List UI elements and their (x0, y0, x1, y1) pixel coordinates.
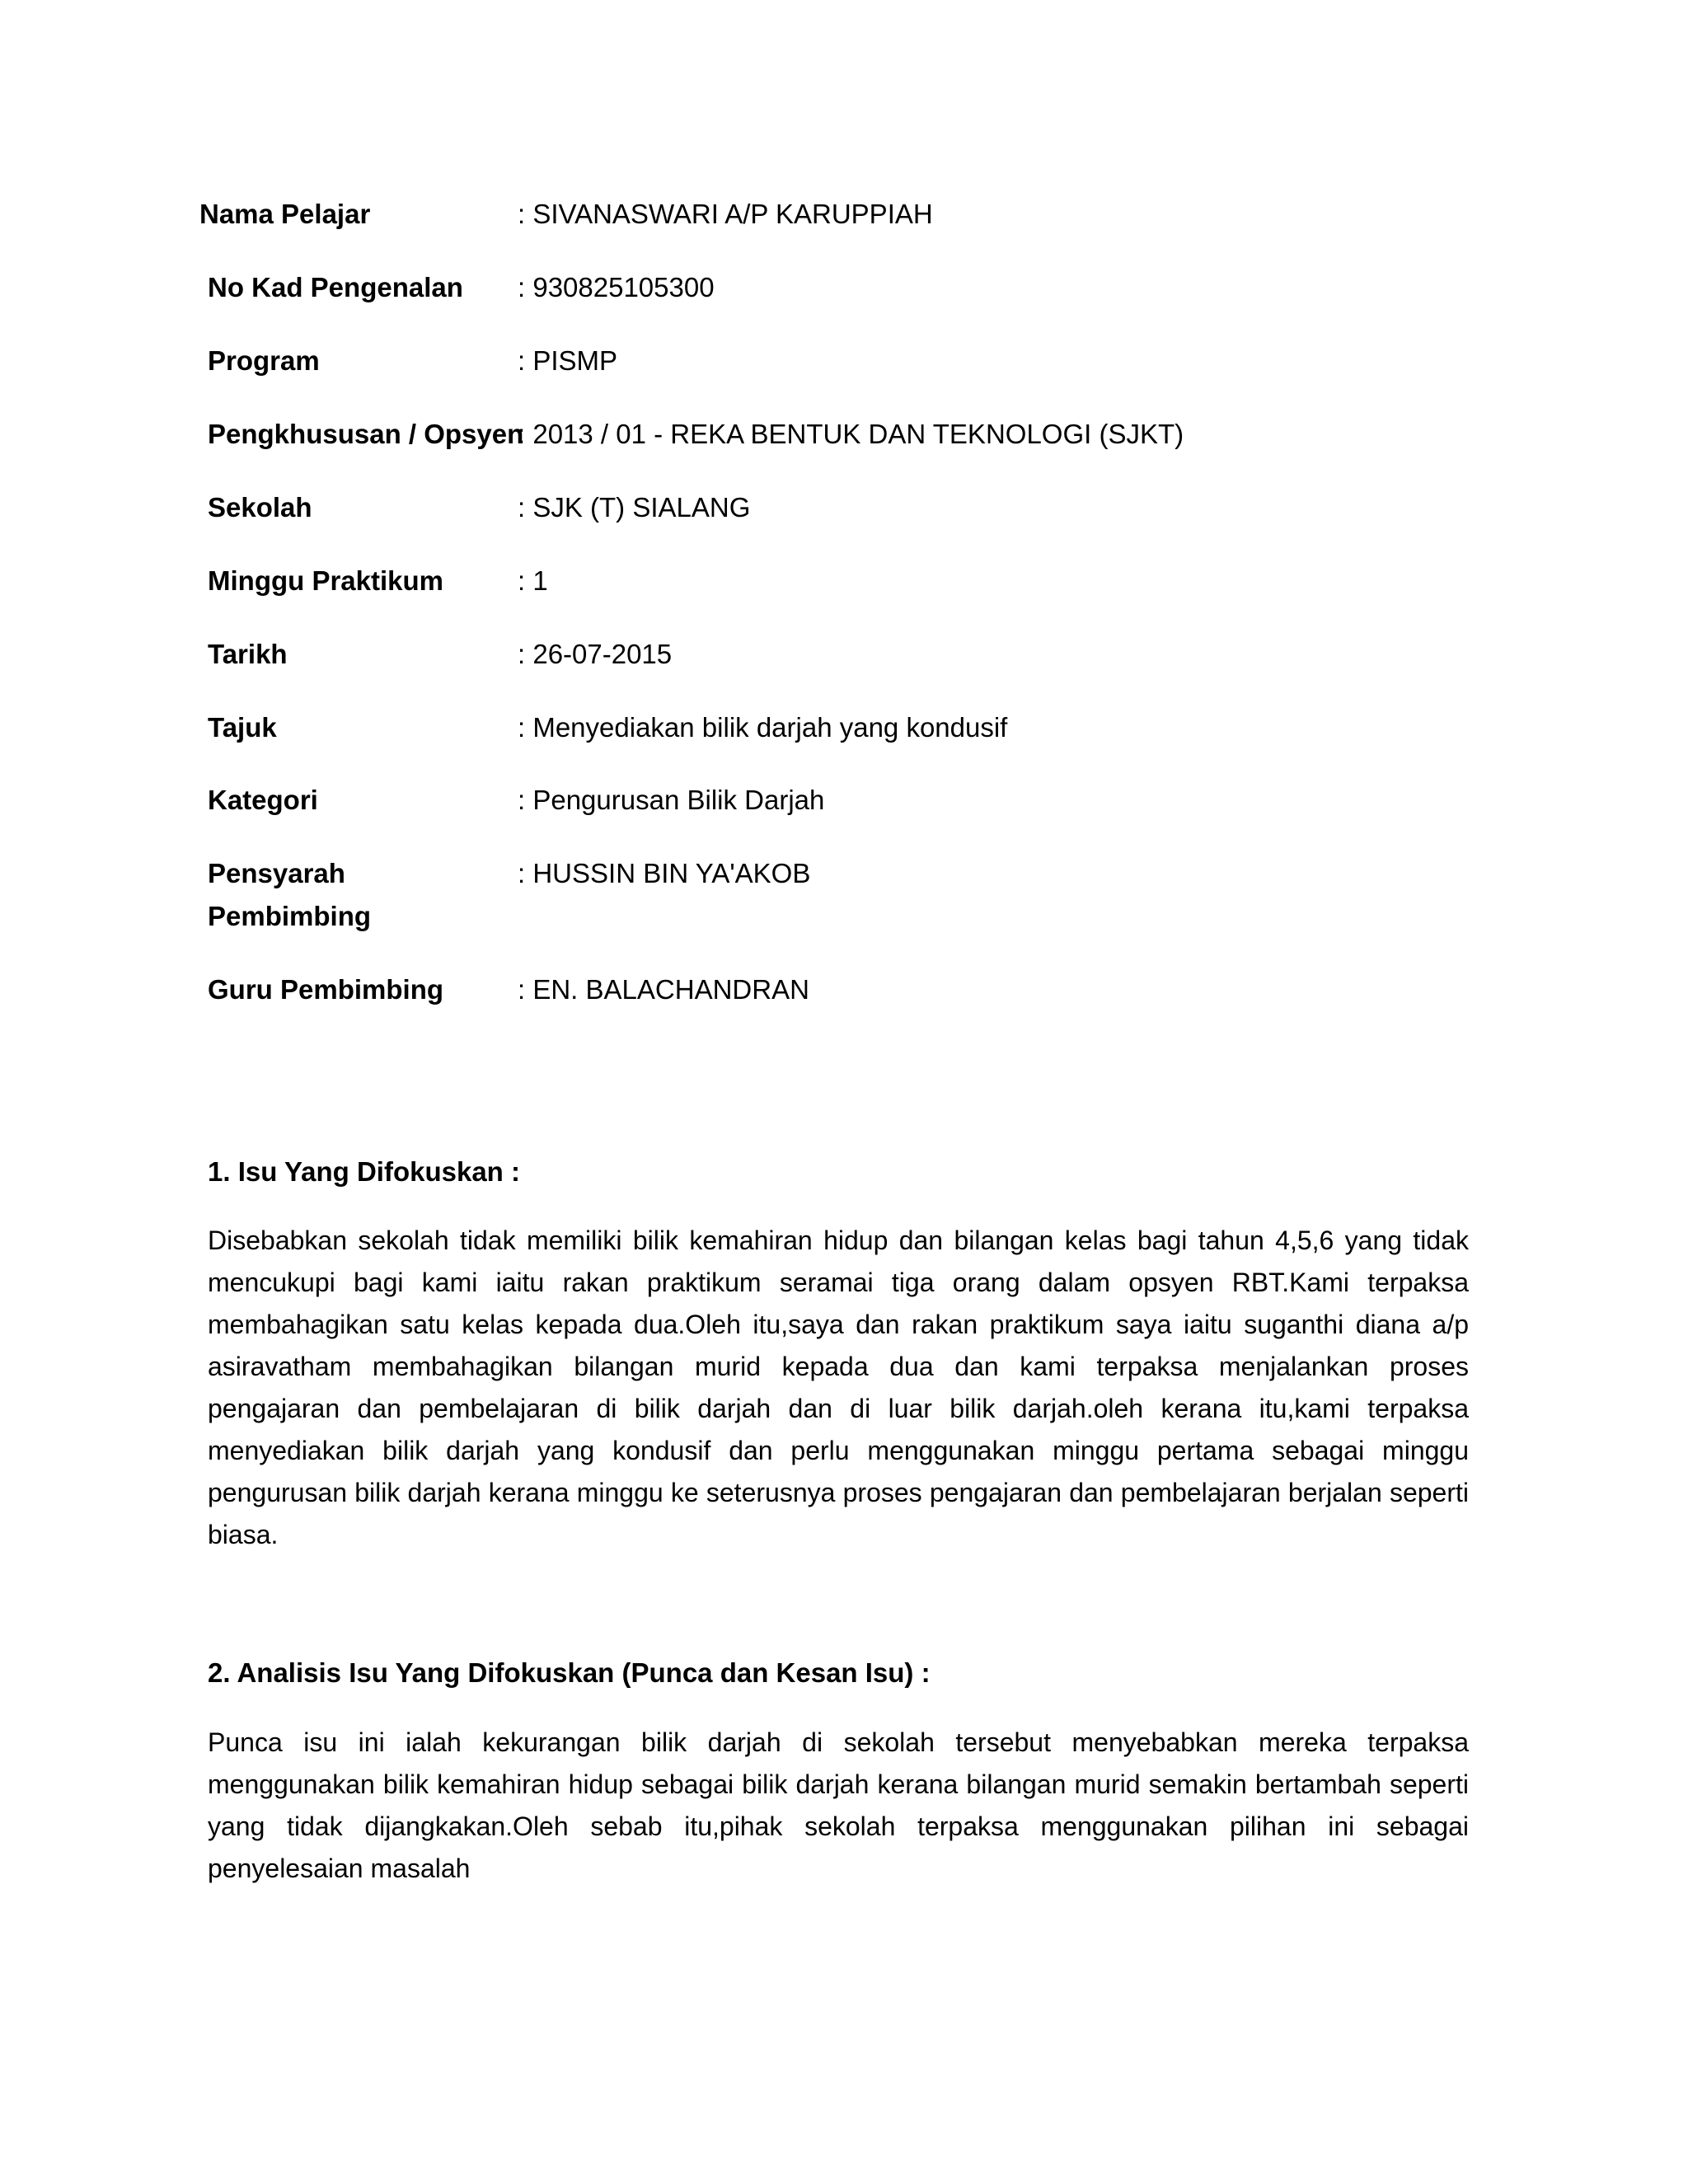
minggu-praktikum-label: Minggu Praktikum (208, 565, 444, 596)
pensyarah-label-line1: Pensyarah (208, 858, 345, 888)
nama-pelajar-value: : SIVANASWARI A/P KARUPPIAH (518, 199, 933, 229)
sekolah-label: Sekolah (208, 492, 312, 523)
sekolah-value: : SJK (T) SIALANG (518, 492, 751, 523)
program-value: : PISMP (518, 345, 618, 376)
kategori-value: : Pengurusan Bilik Darjah (518, 785, 825, 815)
tarikh-label: Tarikh (208, 639, 288, 669)
section-1-body: Disebabkan sekolah tidak memiliki bilik kemahiran hidup dan bilangan kelas bagi tahun 4,5,6 yang tidak mencukupi bagi kami iaitu rakan praktikum seramai tiga orang dalam opsyen RBT.Kami terpaksa membahagikan satu kelas kepada dua.Oleh itu,saya dan rakan praktikum saya iaitu suganthi diana a/p asiravatham membahagikan bilangan murid kepada dua dan kami terpaksa menjalankan proses pengajaran dan pembelajaran di bilik darjah dan di luar bilik darjah.oleh kerana itu,kami terpaksa menyediakan bilik darjah yang kondusif dan perlu menggunakan minggu pertama sebagai minggu pengurusan bilik darjah kerana minggu ke seterusnya proses pengajaran dan pembelajaran berjalan seperti biasa. (208, 1226, 1469, 1549)
guru-pembimbing-label: Guru Pembimbing (208, 974, 444, 1005)
section-1-heading: 1. Isu Yang Difokuskan : (208, 1156, 521, 1187)
pengkhususan-value: : 2013 / 01 - REKA BENTUK DAN TEKNOLOGI (SJKT) (518, 419, 1184, 449)
guru-pembimbing-value: : EN. BALACHANDRAN (518, 974, 809, 1005)
pengkhususan-label: Pengkhususan / Opsyen (208, 419, 524, 449)
pensyarah-value: : HUSSIN BIN YA'AKOB (518, 858, 811, 888)
kategori-label: Kategori (208, 785, 318, 815)
section-2-body: Punca isu ini ialah kekurangan bilik darjah di sekolah tersebut menyebabkan mereka terpaksa menggunakan bilik kemahiran hidup sebagai bilik darjah kerana bilangan murid semakin bertambah seperti yang tidak dijangkakan.Oleh sebab itu,pihak sekolah terpaksa menggunakan pilihan ini sebagai penyelesaian masalah (208, 1727, 1469, 1883)
program-label: Program (208, 345, 320, 376)
section-2-heading: 2. Analisis Isu Yang Difokuskan (Punca dan Kesan Isu) : (208, 1657, 931, 1688)
tajuk-value: : Menyediakan bilik darjah yang kondusif (518, 712, 1008, 743)
no-kad-label: No Kad Pengenalan (208, 272, 463, 302)
tajuk-label: Tajuk (208, 712, 277, 743)
pensyarah-label-line2: Pembimbing (208, 901, 372, 931)
minggu-praktikum-value: : 1 (518, 565, 548, 596)
nama-pelajar-label: Nama Pelajar (199, 199, 371, 229)
no-kad-value: : 930825105300 (518, 272, 715, 302)
tarikh-value: : 26-07-2015 (518, 639, 673, 669)
